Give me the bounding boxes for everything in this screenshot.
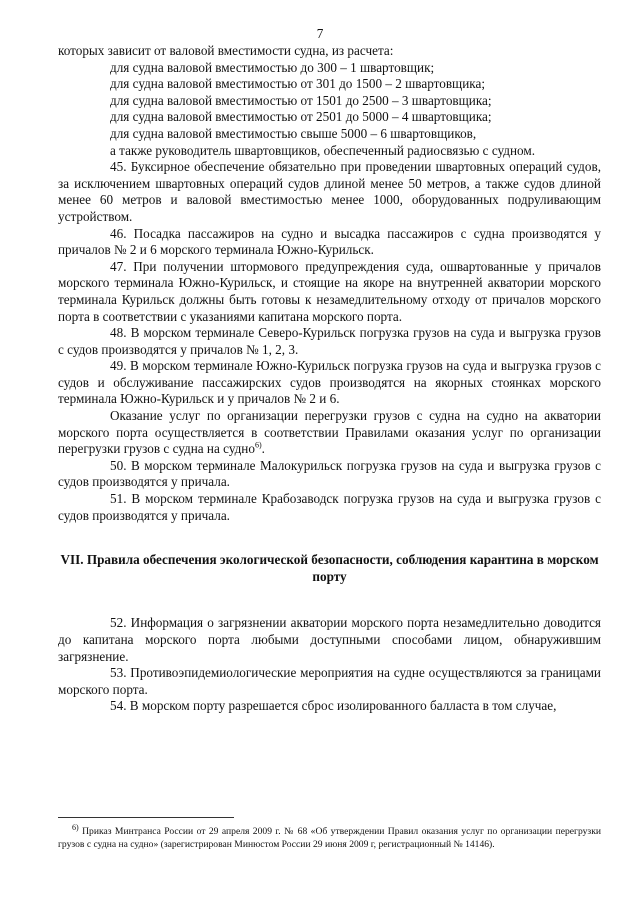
list-item: а также руководитель швартовщиков, обеспеченный радиосвязью с судном. [110,142,536,158]
paragraph-50: 50. В морском терминале Малокурильск погрузка грузов на суда и выгрузка грузов с судов производятся у причала. [58,457,601,490]
paragraph-end: . [261,441,265,457]
footnote [58,822,601,851]
paragraph-52: 52. Информация о загрязнении акватории морского порта незамедлительно доводится до капитана морского порта любыми доступными способами лицом, обнаружившим загрязнение. [58,615,601,664]
section-heading: VII. Правила обеспечения экологической безопасности, соблюдения карантина в морском порту [60,552,599,584]
footnote-mark: 6) [72,822,79,832]
paragraph-49-transshipment [58,408,601,458]
paragraph-49: 49. В морском терминале Южно-Курильск погрузка грузов на суда и выгрузка грузов с судов и обслуживание пассажирских судов производятся на якорных стоянках морского терминала Южно-Курильск и у причалов № 2 и 6. [58,358,601,407]
document-body [58,43,601,715]
paragraph-48: 48. В морском терминале Северо-Курильск погрузка грузов на суда и выгрузка грузов с судов производятся у причалов № 1, 2, 3. [58,325,601,357]
page-number: 7 [316,26,324,41]
paragraph-54: 54. В морском порту разрешается сброс изолированного балласта в том случае, [110,698,557,714]
footnote-reference: 6) [254,440,262,450]
list-item: для судна валовой вместимостью от 2501 до 5000 – 4 швартовщика; [110,109,492,125]
paragraph-47: 47. При получении штормового предупреждения суда, ошвартованные у причалов морского терминала Южно-Курильск, и стоящие на якоре на внутренней акватории морского терминала Курильск должны быть готовы к незамедлительному отходу от причалов морского порта в соответствии с указаниями капитана морского порта. [58,258,601,324]
list-item: для судна валовой вместимостью свыше 5000 – 6 швартовщиков, [110,125,477,141]
paragraph-text: Оказание услуг по организации перегрузки грузов с судна на судно на акватории морского порта осуществляется в соответствии Правилами оказания услуг по организации перегрузки грузов с судна на судно [58,408,601,457]
paragraph-51: 51. В морском терминале Крабозаводск погрузка грузов на суда и выгрузка грузов с судов производятся у причала. [58,491,601,523]
ship-capacity-list [58,60,601,160]
intro-line: которых зависит от валовой вместимости судна, из расчета: [58,43,394,58]
paragraph-46: 46. Посадка пассажиров на судно и высадка пассажиров с судна производятся у причалов № 2 и 6 морского терминала Южно-Курильск. [58,225,601,258]
paragraph-45: 45. Буксирное обеспечение обязательно при проведении швартовных операций судов, за исключением швартовных операций судов длиной менее 50 метров, а также судов длиной менее 60 метров и валовой вместимостью менее 1000, оборудованных подруливающим устройством. [58,159,601,224]
list-item: для судна валовой вместимостью до 300 – 1 швартовщик; [110,59,435,75]
footnote-text: Приказ Минтранса России от 29 апреля 2009 г. № 68 «Об утверждении Правил оказания услуг по организации перегрузки грузов с судна на судно» (зарегистрирован Минюстом России 29 июня 2009 г, регистрационный № 14146). [58,826,601,850]
list-item: для судна валовой вместимостью от 1501 до 2500 – 3 швартовщика; [110,92,492,108]
list-item: для судна валовой вместимостью от 301 до 1500 – 2 швартовщика; [110,76,485,92]
footnote-divider [58,817,234,818]
paragraph-53: 53. Противоэпидемиологические мероприятия на судне осуществляются за границами морского порта. [58,665,601,697]
